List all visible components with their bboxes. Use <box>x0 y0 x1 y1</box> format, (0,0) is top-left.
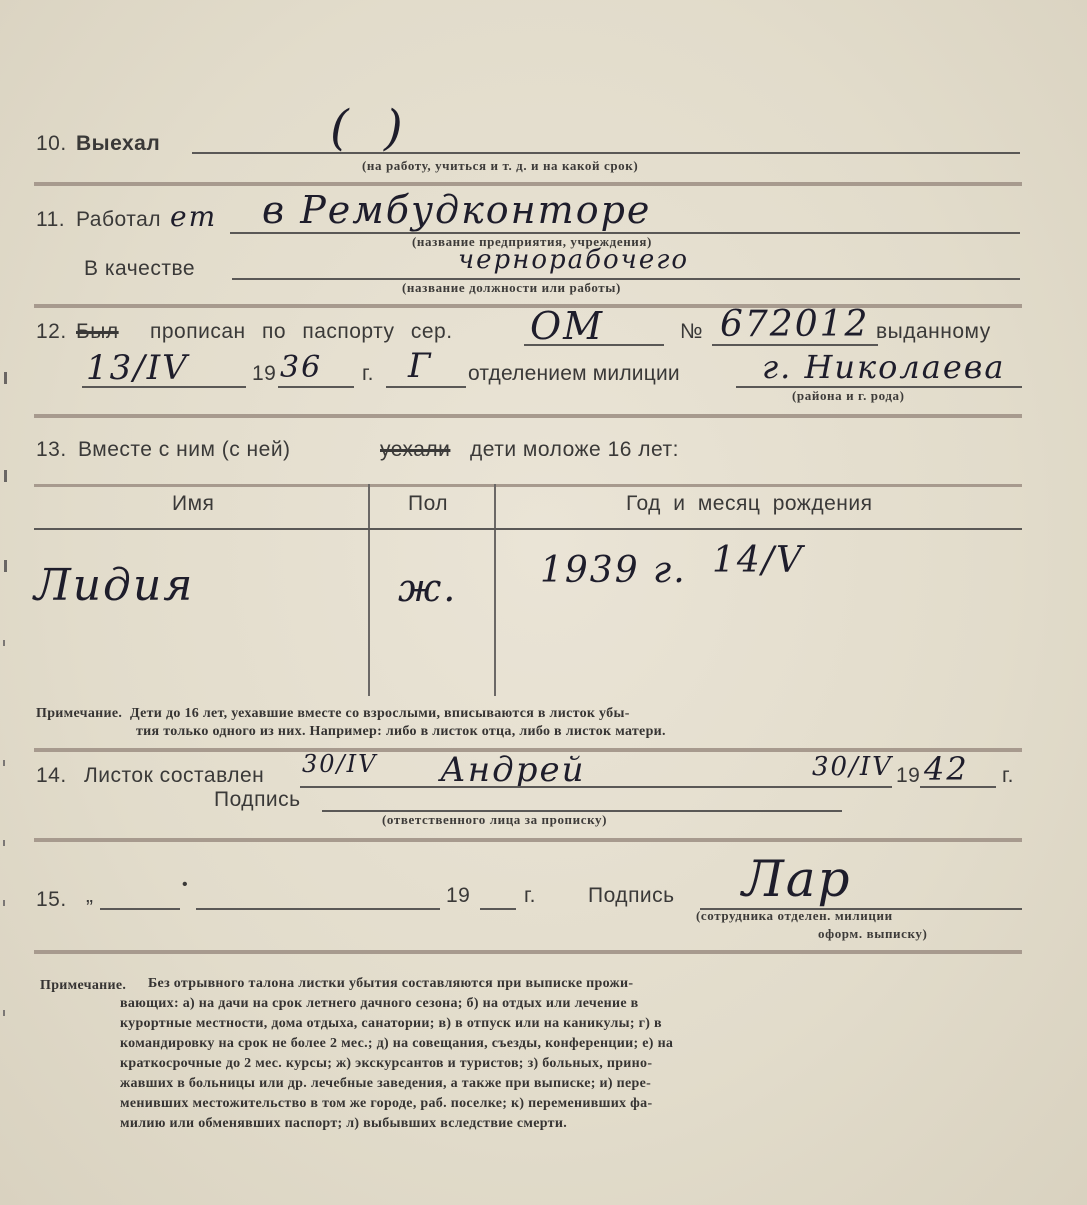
item12-number: 12. <box>36 320 67 343</box>
item13-text-after: дети моложе 16 лет: <box>470 438 679 461</box>
item15-quote: „ <box>86 884 94 907</box>
item15-month-line <box>196 908 440 910</box>
note2-line-6: менивших местожительство в том же городе, раб. поселке; к) переменивших фа- <box>120 1096 653 1111</box>
item14-caption: (ответственного лица за прописку) <box>382 812 608 827</box>
divider-11-12 <box>34 304 1022 308</box>
item15-year-line <box>480 908 516 910</box>
item11-role-caption: (название должности или работы) <box>402 280 621 295</box>
table-header-rule <box>34 528 1022 530</box>
item12-city: г. Николаева <box>762 348 1006 386</box>
item12-no-label: № <box>680 320 704 343</box>
item15-g: г. <box>524 884 536 907</box>
item12-series-line <box>524 344 664 346</box>
item12-date-line <box>82 386 246 388</box>
item12-year-prefix: 19 <box>252 362 277 385</box>
item11-role-value: чернорабочего <box>458 245 690 275</box>
item12-text: прописан по паспорту сер. <box>150 320 453 343</box>
note2-line-7: милию или обменявших паспорт; л) выбывших вследствие смерти. <box>120 1116 567 1131</box>
note2-line-2: курортные местности, дома отдыха, санатории; в) в отпуск или на каникулы; г) в <box>120 1016 662 1031</box>
table-col-divider-2 <box>494 484 496 696</box>
note2-line-3: командировку на срок не более 2 мес.; д) на совещания, съезды, конференции; е) на <box>120 1036 674 1051</box>
table-header-sex: Пол <box>408 492 449 515</box>
table-row-name: Лидия <box>34 560 195 611</box>
item13-number: 13. <box>36 438 67 461</box>
note2-line-5: жавших в больницы или др. лечебные заведения, а также при выписке; и) пере- <box>120 1076 652 1091</box>
item14-year-prefix: 19 <box>896 764 921 787</box>
note2-lead: Примечание. <box>40 978 127 993</box>
item11-label: Работал <box>76 208 162 231</box>
item12-dept-label: отделением милиции <box>468 362 680 385</box>
item10-number: 10. <box>36 132 67 155</box>
item15-caption2: оформ. выписку) <box>818 926 928 941</box>
item11-caption: (название предприятия, учреждения) <box>412 234 652 249</box>
table-header-name: Имя <box>172 492 215 515</box>
item12-struck: Был <box>76 320 119 343</box>
item12-caption: (района и г. рода) <box>792 388 905 403</box>
note1-lead: Примечание. <box>36 706 123 721</box>
divider-10-11 <box>34 182 1022 186</box>
note2-line-1: вающих: а) на дачи на срок летнего дачного сезона; б) на отдых или лечение в <box>120 996 639 1011</box>
item12-passport-no: 672012 <box>720 304 870 345</box>
item14-year-hand: 42 <box>924 750 969 788</box>
divider-15-note <box>34 950 1022 954</box>
item12-series: ОМ <box>530 304 605 348</box>
item15-caption1: (сотрудника отделен. милиции <box>696 908 893 923</box>
item15-number: 15. <box>36 888 67 911</box>
item15-quote-2: • <box>182 876 189 893</box>
item11-label-suffix: ет <box>170 200 218 233</box>
item15-day-line <box>100 908 180 910</box>
item14-g: г. <box>1002 764 1014 787</box>
item13-struck: уехали <box>380 438 451 461</box>
item14-label: Листок составлен <box>84 764 265 787</box>
note1-text2: тия только одного из них. Например: либо в листок отца, либо в листок матери. <box>136 724 666 739</box>
item13-text-before: Вместе с ним (с ней) <box>78 438 291 461</box>
item12-no-line <box>712 344 878 346</box>
item12-dept-no: Г <box>408 346 433 386</box>
item11-role-line <box>232 278 1020 280</box>
item11-role-label: В качестве <box>84 257 196 280</box>
table-top-rule <box>34 484 1022 487</box>
item14-date-hand: 30/IV <box>302 750 378 778</box>
table-row-birth: 1939 г. <box>540 550 687 591</box>
table-row-sex: ж. <box>398 566 458 610</box>
item12-year-line <box>278 386 354 388</box>
item14-line <box>300 786 892 788</box>
item11-value: в Рембудконторе <box>262 188 652 232</box>
item11-number: 11. <box>36 208 66 231</box>
item14-year-line <box>920 786 996 788</box>
item15-signature: Лар <box>742 850 852 908</box>
note2-line-0: Без отрывного талона листки убытия составляются при выписке прожи- <box>148 976 634 991</box>
item10-value: ( ) <box>330 100 413 156</box>
item14-signature: Андрей <box>440 750 586 790</box>
item12-g: г. <box>362 362 374 385</box>
item14-number: 14. <box>36 764 67 787</box>
note2-line-4: краткосрочные до 2 мес. курсы; ж) экскурсантов и туристов; з) больных, прино- <box>120 1056 653 1071</box>
item10-caption: (на работу, учиться и т. д. и на какой срок) <box>362 158 639 173</box>
item12-dept-line <box>386 386 466 388</box>
item12-date: 13/IV <box>86 348 189 388</box>
item12-year-suffix: 36 <box>280 350 323 385</box>
item14-date2-hand: 30/IV <box>812 752 893 782</box>
item12-issued-label: выданному <box>876 320 991 343</box>
divider-14-15 <box>34 838 1022 842</box>
item15-year-prefix: 19 <box>446 884 471 907</box>
item14-sign-label: Подпись <box>214 788 301 811</box>
note1-text1: Дети до 16 лет, уехавшие вместе со взрослыми, вписываются в листок убы- <box>130 706 630 721</box>
table-header-birth: Год и месяц рождения <box>626 492 873 515</box>
item10-label: Выехал <box>76 132 161 155</box>
table-row-birth-extra: 14/V <box>712 540 804 581</box>
table-col-divider-1 <box>368 484 370 696</box>
item15-sign-label: Подпись <box>588 884 675 907</box>
item10-line <box>192 152 1020 154</box>
divider-12-13 <box>34 414 1022 418</box>
